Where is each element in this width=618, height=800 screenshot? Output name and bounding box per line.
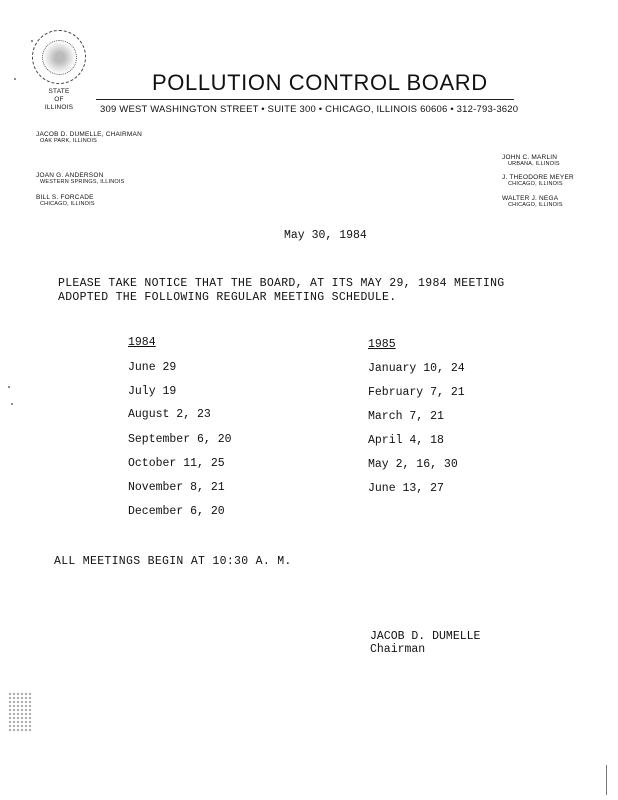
signature-title: Chairman — [370, 643, 426, 656]
meeting-time-note: ALL MEETINGS BEGIN AT 10:30 A. M. — [54, 555, 292, 568]
letter-date: May 30, 1984 — [284, 229, 367, 242]
meeting-date: February 7, 21 — [368, 386, 465, 399]
notice-line-2: ADOPTED THE FOLLOWING REGULAR MEETING SCHEDULE. — [58, 291, 397, 304]
meeting-date: July 19 — [128, 385, 177, 398]
meeting-date: June 13, 27 — [368, 482, 444, 495]
member-left-2: JOAN G. ANDERSON WESTERN SPRINGS, ILLINOIS — [36, 172, 125, 185]
scan-edge-mark — [606, 765, 607, 795]
meeting-date: December 6, 20 — [128, 505, 225, 518]
state-seal-icon — [32, 30, 86, 84]
notice-line-1: PLEASE TAKE NOTICE THAT THE BOARD, AT ITS MAY 29, 1984 MEETING — [58, 277, 505, 290]
seal-caption: STATE OF ILLINOIS — [44, 88, 74, 111]
meeting-date: November 8, 21 — [128, 481, 225, 494]
meeting-date: August 2, 23 — [128, 408, 211, 421]
member-right-2: J. THEODORE MEYER CHICAGO, ILLINOIS — [502, 174, 574, 187]
scan-speck — [8, 386, 10, 388]
meeting-date: October 11, 25 — [128, 457, 225, 470]
meeting-date: April 4, 18 — [368, 434, 444, 447]
meeting-date: January 10, 24 — [368, 362, 465, 375]
header-rule — [96, 99, 514, 100]
member-right-1: JOHN C. MARLIN URBANA, ILLINOIS — [502, 154, 560, 167]
meeting-date: May 2, 16, 30 — [368, 458, 458, 471]
member-left-3: BILL S. FORCADE CHICAGO, ILLINOIS — [36, 194, 95, 207]
scan-stain — [8, 692, 32, 732]
scan-speck — [14, 78, 16, 80]
year-heading-1984: 1984 — [128, 336, 156, 349]
scan-speck — [31, 40, 33, 42]
scan-speck — [11, 403, 13, 405]
member-left-1: JACOB D. DUMELLE, CHAIRMAN OAK PARK, ILLINOIS — [36, 131, 142, 144]
board-address: 309 WEST WASHINGTON STREET • SUITE 300 • CHICAGO, ILLINOIS 60606 • 312-793-3620 — [100, 104, 519, 115]
board-title: POLLUTION CONTROL BOARD — [152, 70, 488, 95]
meeting-date: March 7, 21 — [368, 410, 444, 423]
signature-name: JACOB D. DUMELLE — [370, 630, 481, 643]
year-heading-1985: 1985 — [368, 338, 396, 351]
meeting-date: September 6, 20 — [128, 433, 232, 446]
meeting-date: June 29 — [128, 361, 177, 374]
member-right-3: WALTER J. NEGA CHICAGO, ILLINOIS — [502, 195, 563, 208]
